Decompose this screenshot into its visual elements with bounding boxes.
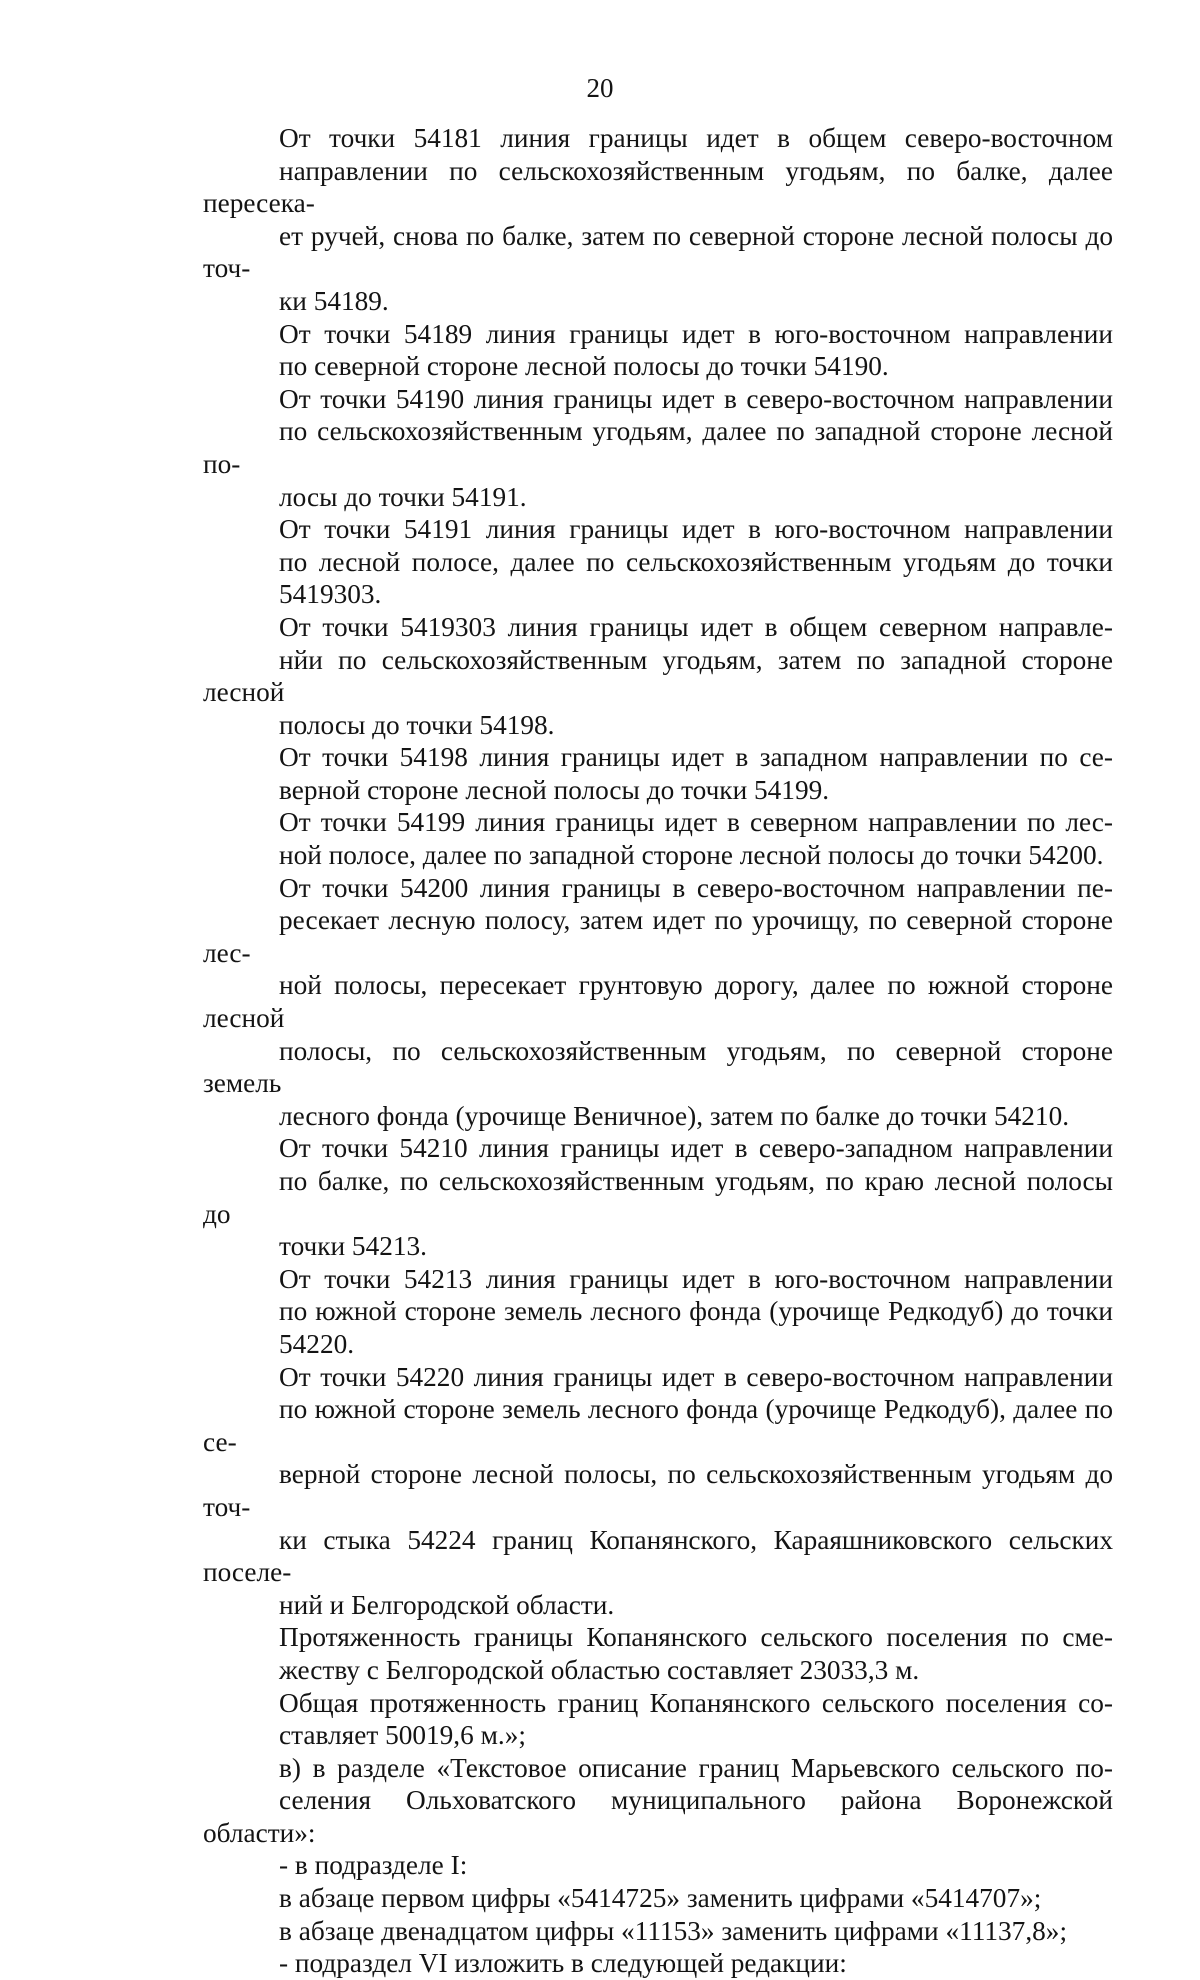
paragraph <box>203 1915 1113 1948</box>
text-line: по балке, по сельскохозяйственным угодьям, по краю лесной полосы до <box>203 1166 1113 1229</box>
text-line: От точки 54210 линия границы идет в северо-западном направлении <box>279 1133 1113 1164</box>
text-line: в) в разделе «Текстовое описание границ Марьевского сельского по- <box>279 1752 1113 1783</box>
text-line: ставляет 50019,6 м.»; <box>279 1720 526 1751</box>
paragraph <box>203 611 1113 741</box>
text-line: От точки 54189 линия границы идет в юго-восточном направлении <box>279 318 1113 349</box>
text-line: От точки 54191 линия границы идет в юго-восточном направлении <box>279 514 1113 545</box>
text-line: От точки 54190 линия границы идет в северо-восточном направлении <box>279 383 1113 414</box>
text-line: ки стыка 54224 границ Копанянского, Караяшниковского сельских поселе- <box>203 1524 1113 1588</box>
document-body <box>203 122 1113 1980</box>
text-line: От точки 54200 линия границы в северо-восточном направлении пе- <box>279 872 1113 903</box>
text-line: - подраздел VI изложить в следующей редакции: <box>279 1948 847 1979</box>
page-number: 20 <box>586 73 614 103</box>
text-line: направлении по сельскохозяйственным угодьям, по балке, далее пересека- <box>203 155 1113 219</box>
paragraph <box>203 318 1113 383</box>
text-line: нйи по сельскохозяйственным угодьям, затем по западной стороне лесной <box>203 644 1113 708</box>
paragraph <box>203 1621 1113 1686</box>
paragraph <box>203 1263 1113 1361</box>
text-line: От точки 54199 линия границы идет в северном направлении по лес- <box>279 807 1113 838</box>
paragraph <box>203 513 1113 611</box>
text-line: ки 54189. <box>279 285 389 316</box>
text-line: ний и Белгородской области. <box>279 1589 615 1620</box>
text-line: по северной стороне лесной полосы до точки 54190. <box>279 351 889 382</box>
text-line: ет ручей, снова по балке, затем по северной стороне лесной полосы до точ- <box>203 220 1113 284</box>
text-line: лосы до точки 54191. <box>279 481 527 512</box>
text-line: лесного фонда (урочище Веничное), затем по балке до точки 54210. <box>279 1100 1070 1131</box>
text-line: От точки 54213 линия границы идет в юго-восточном направлении <box>279 1263 1113 1294</box>
text-line: по южной стороне земель лесного фонда (урочище Редкодуб), далее по се- <box>203 1394 1113 1457</box>
text-line: полосы до точки 54198. <box>279 709 555 740</box>
text-line: От точки 54181 линия границы идет в общем северо-восточном <box>279 123 1113 153</box>
text-line: точки 54213. <box>279 1231 428 1262</box>
paragraph <box>203 741 1113 806</box>
paragraph <box>203 872 1113 1133</box>
text-line: От точки 5419303 линия границы идет в общем северном направле- <box>279 611 1113 642</box>
paragraph <box>203 383 1113 513</box>
text-line: От точки 54220 линия границы идет в северо-восточном направлении <box>279 1361 1113 1392</box>
text-line: селения Ольховатского муниципального района Воронежской области»: <box>203 1785 1113 1848</box>
text-line: Протяженность границы Копанянского сельского поселения по сме- <box>279 1622 1113 1653</box>
text-line: ресекает лесную полосу, затем идет по урочищу, по северной стороне лес- <box>203 905 1113 968</box>
paragraph <box>203 1752 1113 1850</box>
paragraph <box>203 806 1113 871</box>
text-line: - в подразделе I: <box>279 1850 468 1881</box>
text-line: по южной стороне земель лесного фонда (урочище Редкодуб) до точки <box>279 1296 1113 1327</box>
text-line: Общая протяженность границ Копанянского сельского поселения со- <box>279 1687 1113 1718</box>
paragraph <box>203 1361 1113 1622</box>
text-line: 5419303. <box>279 579 382 610</box>
paragraph <box>203 1132 1113 1262</box>
text-line: ной полосы, пересекает грунтовую дорогу, далее по южной стороне лесной <box>203 970 1113 1034</box>
paragraph <box>203 1687 1113 1752</box>
text-line: ной полосе, далее по западной стороне лесной полосы до точки 54200. <box>279 840 1104 871</box>
text-line: по сельскохозяйственным угодьям, далее по западной стороне лесной по- <box>203 416 1113 479</box>
text-line: в абзаце первом цифры «5414725» заменить цифрами «5414707»; <box>279 1883 1042 1914</box>
text-line: От точки 54198 линия границы идет в западном направлении по се- <box>279 742 1113 773</box>
text-line: 54220. <box>279 1328 355 1359</box>
text-line: верной стороне лесной полосы до точки 54199. <box>279 774 830 805</box>
text-line: верной стороне лесной полосы, по сельскохозяйственным угодьям до точ- <box>203 1459 1113 1522</box>
text-line: по лесной полосе, далее по сельскохозяйственным угодьям до точки <box>279 546 1113 577</box>
paragraph <box>203 1882 1113 1915</box>
text-line: полосы, по сельскохозяйственным угодьям, по северной стороне земель <box>203 1035 1113 1099</box>
paragraph <box>203 1947 1113 1980</box>
paragraph <box>203 122 1113 318</box>
paragraph <box>203 1849 1113 1882</box>
text-line: в абзаце двенадцатом цифры «11153» заменить цифрами «11137,8»; <box>279 1915 1068 1946</box>
text-line: жеству с Белгородской областью составляет 23033,3 м. <box>279 1654 920 1685</box>
